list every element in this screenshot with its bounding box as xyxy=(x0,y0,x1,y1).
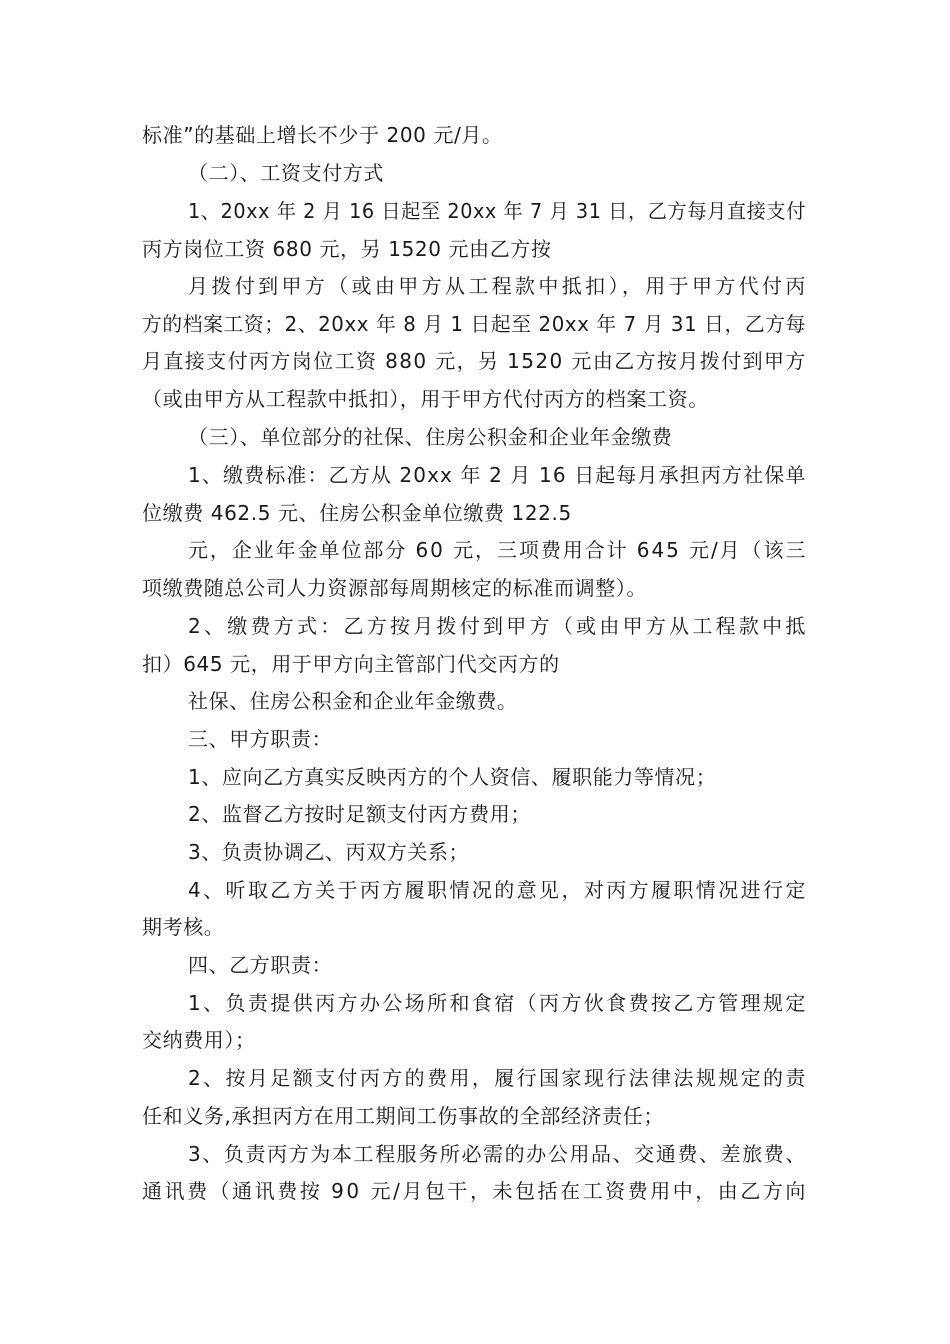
text-line: 社保、住房公积金和企业年金缴费。 xyxy=(188,689,518,713)
text-line: 2、按月足额支付丙方的费用，履行国家现行法律法规规定的责 xyxy=(188,1066,808,1090)
text-line: 标准”的基础上增长不少于 200 元/月。 xyxy=(142,123,503,147)
text-line: 通讯费（通讯费按 90 元/月包干，未包括在工资费用中，由乙方向 xyxy=(142,1179,808,1203)
text-line: 位缴费 462.5 元、住房公积金单位缴费 122.5 xyxy=(142,501,572,525)
text-line: （三）、单位部分的社保、住房公积金和企业年金缴费 xyxy=(188,425,673,449)
text-line: 交纳费用）； xyxy=(142,1028,256,1052)
text-line: 1、应向乙方真实反映丙方的个人资信、履职能力等情况； xyxy=(188,765,717,789)
text-line: 1、20xx 年 2 月 16 日起至 20xx 年 7 月 31 日，乙方每月直接支付 xyxy=(188,199,806,223)
text-line: 期考核。 xyxy=(142,915,225,939)
text-line: 3、负责丙方为本工程服务所必需的办公用品、交通费、差旅费、 xyxy=(188,1142,807,1166)
text-line: 项缴费随总公司人力资源部每周期核定的标准而调整）。 xyxy=(142,576,647,600)
text-line: 任和义务,承担丙方在用工期间工伤事故的全部经济责任； xyxy=(142,1104,664,1128)
text-line: 1、负责提供丙方办公场所和食宿（丙方伙食费按乙方管理规定 xyxy=(188,991,808,1015)
text-line: 2、监督乙方按时足额支付丙方费用； xyxy=(188,802,531,826)
text-line: 2、缴费方式：乙方按月拨付到甲方（或由甲方从工程款中抵 xyxy=(188,614,809,638)
text-line: 扣）645 元，用于甲方向主管部门代交丙方的 xyxy=(142,652,560,676)
text-line: 方的档案工资；2、20xx 年 8 月 1 日起至 20xx 年 7 月 31 日，乙方每 xyxy=(142,312,806,336)
text-line: 三、甲方职责： xyxy=(188,727,333,751)
text-line: 元，企业年金单位部分 60 元，三项费用合计 645 元/月（该三 xyxy=(188,538,808,562)
text-line: （二）、工资支付方式 xyxy=(188,161,384,185)
text-line: 4、听取乙方关于丙方履职情况的意见，对丙方履职情况进行定 xyxy=(188,878,808,902)
text-line: 月直接支付丙方岗位工资 880 元，另 1520 元由乙方按月拨付到甲方 xyxy=(142,349,807,373)
text-line: 月拨付到甲方（或由甲方从工程款中抵扣），用于甲方代付丙 xyxy=(188,274,809,298)
text-line: 3、负责协调乙、丙双方关系； xyxy=(188,840,470,864)
text-line: 1、缴费标准：乙方从 20xx 年 2 月 16 日起每月承担丙方社保单 xyxy=(188,463,807,487)
text-line: （或由甲方从工程款中抵扣），用于甲方代付丙方的档案工资。 xyxy=(142,387,709,411)
text-line: 四、乙方职责： xyxy=(188,953,333,977)
text-line: 丙方岗位工资 680 元，另 1520 元由乙方按 xyxy=(142,237,552,261)
